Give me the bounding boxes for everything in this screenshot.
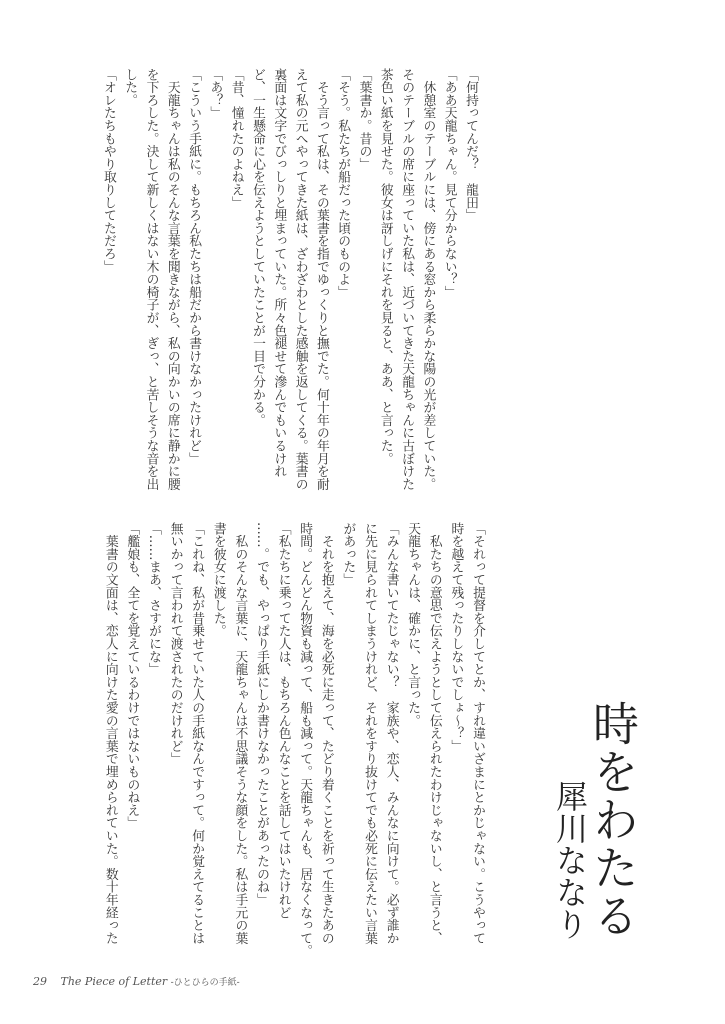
text-line: 書を彼女に渡した。 (210, 522, 226, 638)
text-line: 「昔、憧れたのよねえ」 (228, 68, 244, 209)
text-line: 時を越えて残ったりしないでしょ～？」 (448, 522, 464, 753)
text-line: 「オレたちもやり取りしてただろ」 (100, 68, 116, 273)
text-line: 「こういう手紙に。もちろん私たちは船だから書けなかったけれど」 (186, 68, 202, 465)
text-line: 「みんな書いてたじゃない？ 家族や、恋人、みんなに向けて。必ず誰か (383, 522, 399, 945)
text-line: ……。でも、やっぱり手紙にしか書けなかったことがあったのね」 (254, 522, 269, 906)
text-line: 休憩室のテーブルには、傍にある窓から柔らかな陽の光が差していた。 (420, 68, 436, 491)
text-line: 無いかって言われて渡されたのだけれど」 (167, 522, 183, 766)
text-line: があった」 (340, 522, 356, 586)
text-line: 天龍ちゃんは私のそんな言葉を聞きながら、私の向かいの席に静かに腰 (164, 68, 180, 491)
text-line: えて私の元へやってきた紙は、ざわざわとした感触を返してくる。葉書の (292, 68, 308, 491)
series-title-en: The Piece of Letter (60, 975, 168, 988)
author-name: 犀川ななり (551, 780, 589, 940)
story-title: 時をわたる (586, 700, 640, 940)
text-line: 「私たちに乗ってた人は、もちろん色んなことを話してはいたけれど (275, 522, 291, 919)
text-line: そのテーブルの席に座っていた私は、近づいてきた天龍ちゃんに古ぼけた (399, 68, 415, 491)
text-line: 茶色い紙を見せた。彼女は訝しげにそれを見ると、ああ、と言った。 (377, 68, 393, 465)
text-line: 裏面は文字でびっしりと埋まっていた。所々色褪せて滲んでもいるけれ (271, 68, 287, 478)
text-line: 「それって提督を介してとか、すれ違いざまにとかじゃない。こうやって (470, 522, 485, 945)
text-line: 「葉書か。昔の」 (356, 68, 372, 171)
text-line: 「そう。私たちが船だった頃のものよ」 (335, 68, 351, 299)
series-title-jp: -ひとひらの手紙- (170, 978, 240, 988)
page-number: 29 (33, 975, 47, 988)
text-line: を下ろした。決して新しくはない木の椅子が、ぎっ、と苦しそうな音を出 (143, 68, 159, 491)
text-line: そう言って私は、その葉書を指でゆっくりと撫でた。何十年の年月を耐 (313, 68, 329, 491)
text-line: 「……まあ、さすがにな」 (146, 522, 161, 676)
text-line: 葉書の文面は、恋人に向けた愛の言葉で埋められていた。数十年経った (102, 522, 118, 945)
text-line: 「艦娘も、全てを覚えているわけではないものねえ」 (124, 522, 140, 830)
text-line: した。 (122, 68, 138, 107)
text-line: ど、一生懸命に心を伝えようとしていたことが一目で分かる。 (250, 68, 265, 427)
page-footer (33, 975, 240, 988)
text-line: 私のそんな言葉に、天龍ちゃんは不思議そうな顔をした。私は手元の葉 (232, 522, 248, 945)
text-line: それを抱えて、海を必死に走って、たどり着くことを祈って生きたあの (318, 522, 334, 945)
text-line: 「これね、私が昔乗せていた人の手紙なんですって。何か覚えてることは (189, 522, 205, 945)
text-line: 「何持ってんだ？ 龍田」 (463, 68, 478, 222)
text-line: に先に見られてしまうけれど、それをすり抜けてでも必死に伝えたい言葉 (362, 522, 377, 945)
text-line: 私たちの意思で伝えようとして伝えられたわけじゃないし、と言うと、 (426, 522, 442, 945)
text-line: 天龍ちゃんは、確かに、と言った。 (405, 522, 421, 727)
text-line: 「あ？」 (207, 68, 223, 120)
text-block-top (0, 68, 725, 491)
text-line: 時間。どんどん物資も減って、船も減って。天龍ちゃんも、居なくなって。 (297, 522, 313, 958)
text-line: 「ああ天龍ちゃん。見て分からない？」 (441, 68, 457, 299)
